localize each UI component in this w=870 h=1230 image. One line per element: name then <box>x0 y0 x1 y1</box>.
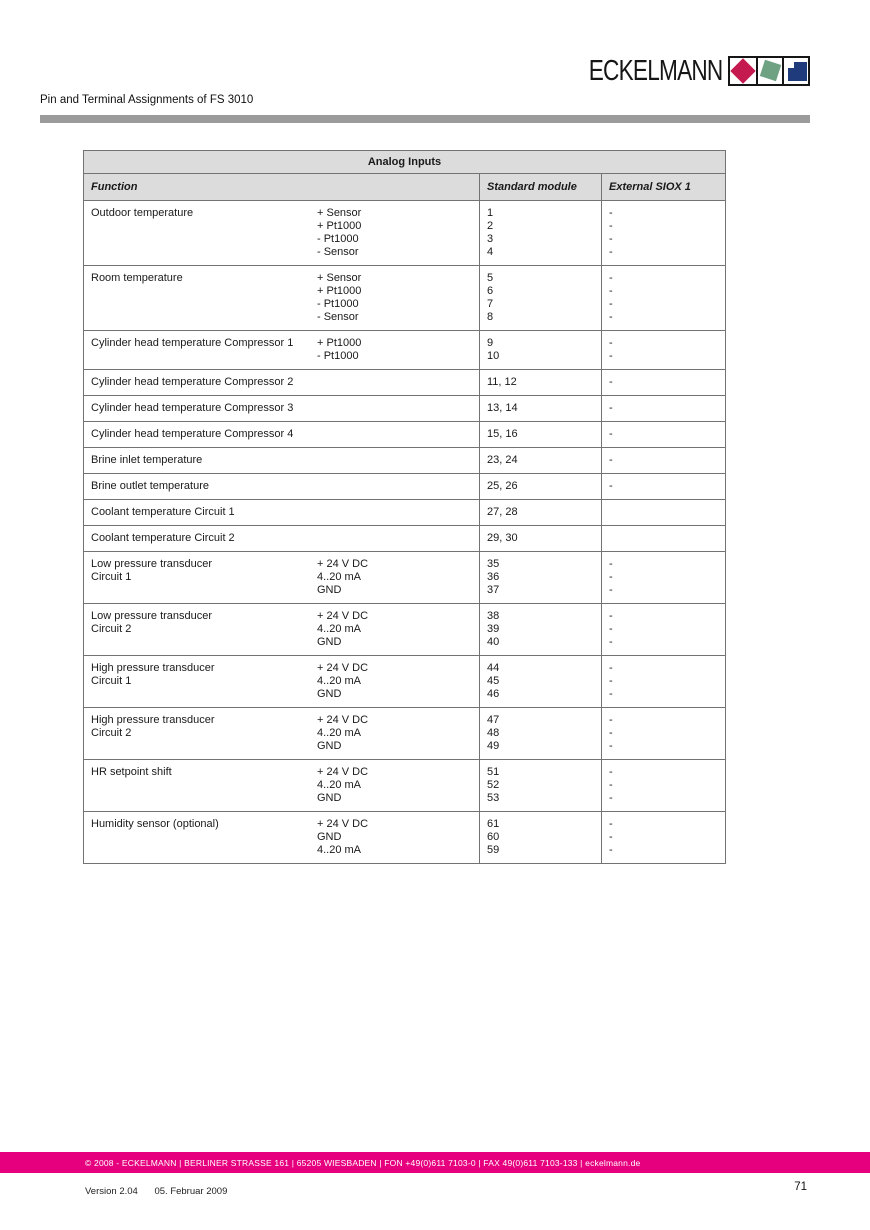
standard-module-cell <box>480 552 602 604</box>
pin-label <box>317 376 472 389</box>
siox-value: - <box>609 558 613 570</box>
terminal-number: 48 <box>487 727 500 739</box>
function-cell <box>84 812 480 864</box>
standard-module-cell <box>480 500 602 526</box>
table-row <box>84 656 726 708</box>
pin-label: GND <box>317 792 342 804</box>
table-row <box>84 396 726 422</box>
logo-cell-navy <box>782 58 808 84</box>
green-square-icon <box>760 60 781 81</box>
external-siox-cell <box>602 552 726 604</box>
external-siox-cell <box>602 812 726 864</box>
terminal-number: 9 <box>487 337 494 349</box>
function-name-line: HR setpoint shift <box>91 766 172 778</box>
siox-value: - <box>609 246 613 258</box>
standard-module-cell <box>480 422 602 448</box>
table-row <box>84 370 726 396</box>
siox-value: - <box>609 337 613 349</box>
function-name <box>91 610 317 649</box>
function-name-line: Brine outlet temperature <box>91 480 210 492</box>
pin-label: + Sensor <box>317 207 362 219</box>
standard-module-cell <box>480 760 602 812</box>
function-name-line: Room temperature <box>91 272 183 284</box>
siox-value: - <box>609 740 613 752</box>
function-cell <box>84 604 480 656</box>
siox-value: - <box>609 779 613 791</box>
terminal-number: 1 <box>487 207 494 219</box>
logo-cell-green <box>756 58 782 84</box>
pin-label: + 24 V DC <box>317 714 369 726</box>
terminal-number: 59 <box>487 844 500 856</box>
pin-label <box>317 454 472 467</box>
function-name-line: High pressure transducer <box>91 662 215 674</box>
pin-label: - Pt1000 <box>317 350 359 362</box>
function-cell <box>84 552 480 604</box>
siox-value: - <box>609 298 613 310</box>
terminal-number: 5 <box>487 272 494 284</box>
terminal-number: 35 <box>487 558 500 570</box>
external-siox-cell <box>602 526 726 552</box>
logo-wordmark: ECKELMANN <box>588 55 722 87</box>
terminal-number: 25, 26 <box>487 480 518 492</box>
version-line <box>85 1186 227 1197</box>
pin-label: 4..20 mA <box>317 623 362 635</box>
function-name <box>91 402 317 415</box>
siox-value: - <box>609 376 613 388</box>
siox-value: - <box>609 220 613 232</box>
terminal-number: 7 <box>487 298 494 310</box>
pin-label: - Sensor <box>317 311 359 323</box>
function-wrap <box>91 207 472 259</box>
terminal-number: 27, 28 <box>487 506 518 518</box>
terminal-number: 3 <box>487 233 494 245</box>
navy-notched-square-icon <box>788 62 807 81</box>
terminal-number: 29, 30 <box>487 532 518 544</box>
function-name <box>91 714 317 753</box>
terminal-number: 52 <box>487 779 500 791</box>
function-cell <box>84 760 480 812</box>
function-cell <box>84 331 480 370</box>
table-header-row <box>84 174 726 201</box>
pin-label: - Sensor <box>317 246 359 258</box>
siox-value: - <box>609 610 613 622</box>
siox-value: - <box>609 207 613 219</box>
page-title: Pin and Terminal Assignments of FS 3010 <box>40 94 254 106</box>
pin-label <box>317 402 472 415</box>
standard-module-cell <box>480 474 602 500</box>
function-wrap <box>91 818 472 857</box>
siox-value <box>609 532 718 545</box>
function-name-line: Cylinder head temperature Compressor 2 <box>91 376 294 388</box>
function-wrap <box>91 532 472 545</box>
terminal-number: 13, 14 <box>487 402 518 414</box>
standard-module-cell <box>480 656 602 708</box>
function-name-line: Outdoor temperature <box>91 207 194 219</box>
navy-notched-square-shape <box>788 62 807 81</box>
external-siox-cell <box>602 500 726 526</box>
table-row <box>84 526 726 552</box>
siox-value: - <box>609 818 613 830</box>
function-name <box>91 454 317 467</box>
siox-value: - <box>609 584 613 596</box>
function-wrap <box>91 428 472 441</box>
standard-module-cell <box>480 266 602 331</box>
standard-module-cell <box>480 370 602 396</box>
pin-label: + 24 V DC <box>317 662 369 674</box>
function-name-line: Cylinder head temperature Compressor 3 <box>91 402 294 414</box>
terminal-number: 51 <box>487 766 500 778</box>
standard-module-cell <box>480 604 602 656</box>
function-name-line: Coolant temperature Circuit 2 <box>91 532 235 544</box>
function-wrap <box>91 337 472 363</box>
siox-value: - <box>609 350 613 362</box>
pin-label <box>317 532 472 545</box>
standard-module-cell <box>480 526 602 552</box>
standard-module-cell <box>480 708 602 760</box>
function-name-line: Brine inlet temperature <box>91 454 203 466</box>
table-title-row <box>84 151 726 174</box>
terminal-number: 23, 24 <box>487 454 518 466</box>
function-name-line: Circuit 2 <box>91 623 132 635</box>
function-wrap <box>91 376 472 389</box>
function-wrap <box>91 558 472 597</box>
standard-module-cell <box>480 331 602 370</box>
function-name <box>91 506 317 519</box>
pin-labels <box>317 662 472 701</box>
siox-value: - <box>609 766 613 778</box>
pin-label: 4..20 mA <box>317 675 362 687</box>
pin-label <box>317 506 472 519</box>
external-siox-cell <box>602 422 726 448</box>
pin-labels <box>317 272 472 324</box>
function-name <box>91 558 317 597</box>
external-siox-cell <box>602 201 726 266</box>
external-siox-cell <box>602 448 726 474</box>
terminal-number: 10 <box>487 350 500 362</box>
pin-labels <box>317 558 472 597</box>
external-siox-cell <box>602 760 726 812</box>
function-name <box>91 818 317 857</box>
function-name-line: Coolant temperature Circuit 1 <box>91 506 235 518</box>
pin-label: + Sensor <box>317 272 362 284</box>
function-name-line: Circuit 2 <box>91 727 132 739</box>
external-siox-cell <box>602 656 726 708</box>
pin-label: - Pt1000 <box>317 298 359 310</box>
external-siox-cell <box>602 708 726 760</box>
function-wrap <box>91 454 472 467</box>
siox-value: - <box>609 688 613 700</box>
function-name-line: Circuit 1 <box>91 571 132 583</box>
function-name-line: Humidity sensor (optional) <box>91 818 219 830</box>
external-siox-cell <box>602 266 726 331</box>
function-name-line: Cylinder head temperature Compressor 4 <box>91 428 294 440</box>
function-cell <box>84 201 480 266</box>
terminal-number: 53 <box>487 792 500 804</box>
siox-value <box>609 506 718 519</box>
pin-label: GND <box>317 831 342 843</box>
terminal-number: 61 <box>487 818 500 830</box>
eckelmann-logo <box>551 56 811 86</box>
function-cell <box>84 422 480 448</box>
function-wrap <box>91 766 472 805</box>
table-row <box>84 201 726 266</box>
external-siox-cell <box>602 370 726 396</box>
pin-label <box>317 428 472 441</box>
function-cell <box>84 448 480 474</box>
analog-inputs-table-body <box>84 201 726 864</box>
terminal-number: 49 <box>487 740 500 752</box>
table-title: Analog Inputs <box>84 151 726 174</box>
pin-labels <box>317 480 472 493</box>
function-name <box>91 532 317 545</box>
siox-value: - <box>609 480 613 492</box>
pin-label: + 24 V DC <box>317 610 369 622</box>
function-cell <box>84 708 480 760</box>
function-cell <box>84 370 480 396</box>
table-row <box>84 448 726 474</box>
pin-label: + Pt1000 <box>317 337 362 349</box>
function-name <box>91 207 317 259</box>
siox-value: - <box>609 675 613 687</box>
standard-module-cell <box>480 201 602 266</box>
column-header-function: Function <box>84 174 480 201</box>
siox-value: - <box>609 571 613 583</box>
terminal-number: 60 <box>487 831 500 843</box>
terminal-number: 46 <box>487 688 500 700</box>
function-cell <box>84 656 480 708</box>
terminal-number: 36 <box>487 571 500 583</box>
version-label: Version 2.04 <box>85 1186 138 1197</box>
function-wrap <box>91 272 472 324</box>
function-cell <box>84 500 480 526</box>
external-siox-cell <box>602 331 726 370</box>
table-row <box>84 266 726 331</box>
pin-label: GND <box>317 636 342 648</box>
terminal-number: 2 <box>487 220 494 232</box>
pin-labels <box>317 714 472 753</box>
pin-label: 4..20 mA <box>317 844 362 856</box>
standard-module-cell <box>480 812 602 864</box>
function-cell <box>84 526 480 552</box>
siox-value: - <box>609 727 613 739</box>
pin-labels <box>317 402 472 415</box>
terminal-number: 6 <box>487 285 494 297</box>
terminal-number: 37 <box>487 584 500 596</box>
pin-labels <box>317 818 472 857</box>
siox-value: - <box>609 662 613 674</box>
pin-labels <box>317 337 472 363</box>
table-row <box>84 708 726 760</box>
siox-value: - <box>609 402 613 414</box>
function-cell <box>84 474 480 500</box>
function-name <box>91 480 317 493</box>
function-cell <box>84 396 480 422</box>
function-name-line: Cylinder head temperature Compressor 1 <box>91 337 294 349</box>
function-name <box>91 376 317 389</box>
pin-label: + Pt1000 <box>317 285 362 297</box>
pin-label: 4..20 mA <box>317 571 362 583</box>
table-row <box>84 422 726 448</box>
pin-labels <box>317 532 472 545</box>
table-row <box>84 812 726 864</box>
function-cell <box>84 266 480 331</box>
siox-value: - <box>609 792 613 804</box>
siox-value: - <box>609 311 613 323</box>
external-siox-cell <box>602 396 726 422</box>
terminal-number: 44 <box>487 662 500 674</box>
pin-label: 4..20 mA <box>317 727 362 739</box>
pin-label: - Pt1000 <box>317 233 359 245</box>
function-wrap <box>91 662 472 701</box>
pin-labels <box>317 610 472 649</box>
terminal-number: 11, 12 <box>487 376 517 388</box>
function-name-line: Low pressure transducer <box>91 558 213 570</box>
terminal-number: 8 <box>487 311 494 323</box>
function-name-line: Circuit 1 <box>91 675 132 687</box>
magenta-diamond-icon <box>730 58 755 83</box>
function-name-line: High pressure transducer <box>91 714 215 726</box>
terminal-number: 39 <box>487 623 500 635</box>
function-wrap <box>91 402 472 415</box>
standard-module-cell <box>480 396 602 422</box>
pin-label: 4..20 mA <box>317 779 362 791</box>
table-row <box>84 474 726 500</box>
terminal-number: 45 <box>487 675 500 687</box>
terminal-number: 47 <box>487 714 500 726</box>
column-header-standard-module: Standard module <box>480 174 602 201</box>
function-name <box>91 766 317 805</box>
function-wrap <box>91 714 472 753</box>
column-header-external-siox: External SIOX 1 <box>602 174 726 201</box>
logo-mark <box>728 56 810 86</box>
terminal-number: 15, 16 <box>487 428 518 440</box>
function-name <box>91 337 317 363</box>
external-siox-cell <box>602 474 726 500</box>
table-row <box>84 500 726 526</box>
siox-value: - <box>609 285 613 297</box>
heading-divider <box>40 115 810 123</box>
siox-value: - <box>609 272 613 284</box>
analog-inputs-table <box>83 150 726 864</box>
logo-cell-magenta <box>730 58 756 84</box>
siox-value: - <box>609 636 613 648</box>
function-wrap <box>91 480 472 493</box>
pin-label <box>317 480 472 493</box>
table-row <box>84 604 726 656</box>
function-name <box>91 428 317 441</box>
pin-label: + Pt1000 <box>317 220 362 232</box>
pin-labels <box>317 376 472 389</box>
function-name-line: Low pressure transducer <box>91 610 213 622</box>
table-row <box>84 760 726 812</box>
siox-value: - <box>609 831 613 843</box>
page-number: 71 <box>794 1181 807 1193</box>
table-row <box>84 552 726 604</box>
terminal-number: 40 <box>487 636 500 648</box>
pin-label: + 24 V DC <box>317 818 369 830</box>
terminal-number: 4 <box>487 246 494 258</box>
footer-bar <box>0 1152 870 1173</box>
pin-label: GND <box>317 688 342 700</box>
external-siox-cell <box>602 604 726 656</box>
pin-labels <box>317 428 472 441</box>
function-name <box>91 662 317 701</box>
footer-address: © 2008 - ECKELMANN | BERLINER STRASSE 161 | 65205 WIESBADEN | FON +49(0)611 7103-0 | FAX 49(0)611 7103-133 | eckelmann.de <box>85 1157 641 1168</box>
siox-value: - <box>609 623 613 635</box>
pin-labels <box>317 506 472 519</box>
siox-value: - <box>609 454 613 466</box>
pin-labels <box>317 207 472 259</box>
function-wrap <box>91 610 472 649</box>
pin-label: + 24 V DC <box>317 766 369 778</box>
pin-labels <box>317 766 472 805</box>
standard-module-cell <box>480 448 602 474</box>
siox-value: - <box>609 844 613 856</box>
pin-label: GND <box>317 740 342 752</box>
siox-value: - <box>609 714 613 726</box>
pin-label: GND <box>317 584 342 596</box>
version-date: 05. Februar 2009 <box>154 1186 228 1197</box>
pin-labels <box>317 454 472 467</box>
function-name <box>91 272 317 324</box>
siox-value: - <box>609 233 613 245</box>
table-row <box>84 331 726 370</box>
pin-label: + 24 V DC <box>317 558 369 570</box>
function-wrap <box>91 506 472 519</box>
siox-value: - <box>609 428 613 440</box>
terminal-number: 38 <box>487 610 500 622</box>
